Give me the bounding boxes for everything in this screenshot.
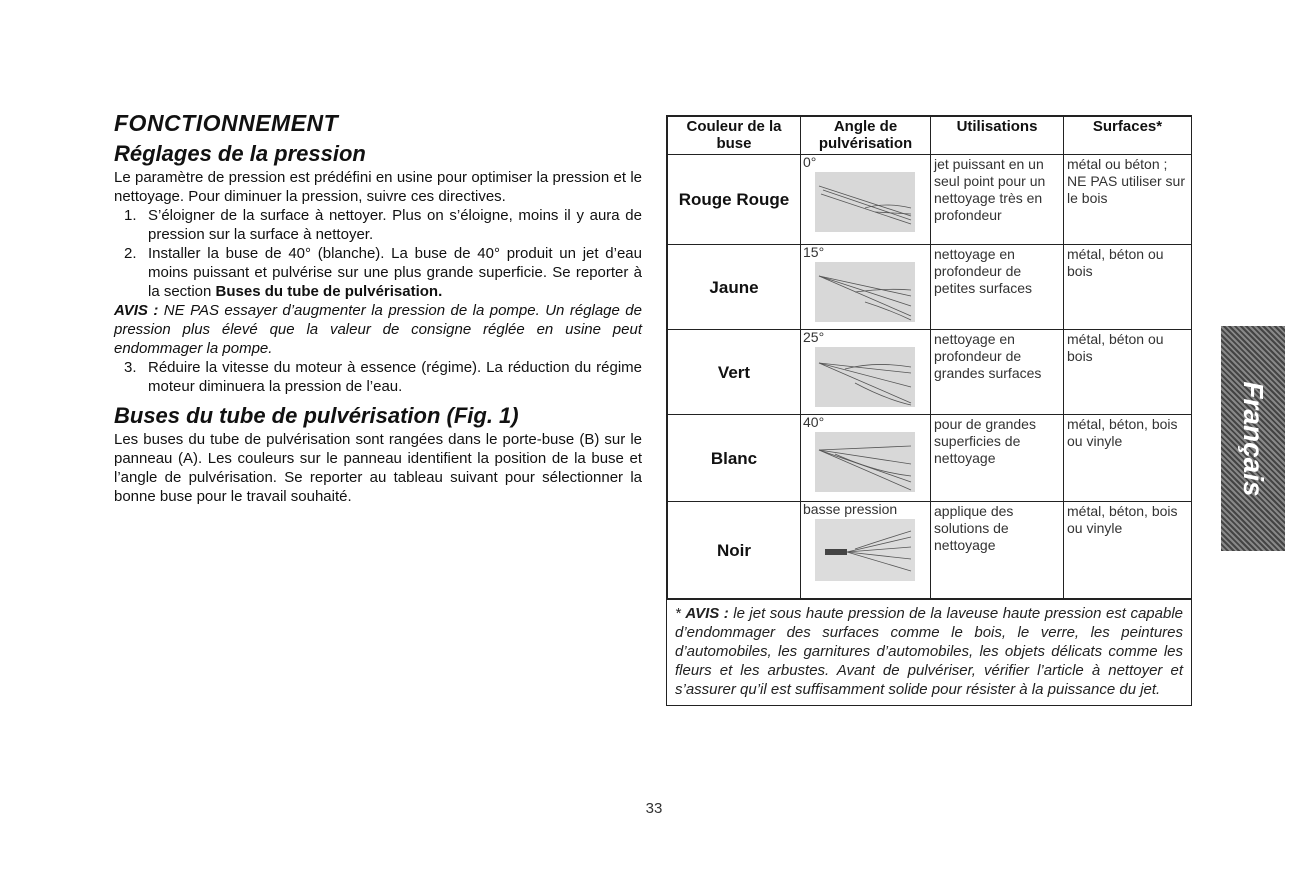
angle-cell bbox=[801, 245, 931, 330]
surfaces-cell: métal ou béton ; NE PAS utiliser sur le bois bbox=[1064, 155, 1192, 245]
left-column bbox=[114, 110, 642, 506]
surfaces-cell: métal, béton, bois ou vinyle bbox=[1064, 502, 1192, 599]
header-uses: Utilisations bbox=[931, 117, 1064, 155]
angle-cell bbox=[801, 502, 931, 599]
surfaces-cell: métal, béton, bois ou vinyle bbox=[1064, 415, 1192, 502]
step-3 bbox=[114, 358, 642, 396]
spray-pattern-icon bbox=[815, 432, 915, 492]
step-3-number: 3. bbox=[124, 359, 137, 376]
angle-label: 40° bbox=[803, 414, 825, 430]
nozzles-heading: Buses du tube de pulvérisation (Fig. 1) bbox=[114, 403, 519, 428]
pump-notice-label: AVIS : bbox=[114, 302, 159, 319]
uses-cell: nettoyage en profondeur de petites surfaces bbox=[931, 245, 1064, 330]
angle-cell bbox=[801, 155, 931, 245]
step-2-text: Installer la buse de 40° (blanche). La buse de 40° produit un jet d’eau moins puissant et pulvérise sur une plus grande superficie. Se reporter à la section bbox=[148, 245, 642, 300]
table-row bbox=[668, 415, 1192, 502]
surface-damage-notice bbox=[667, 599, 1191, 705]
spray-pattern-icon bbox=[815, 519, 915, 581]
step-1 bbox=[114, 206, 642, 244]
spray-pattern-icon bbox=[815, 347, 915, 407]
nozzle-color: Vert bbox=[668, 330, 801, 415]
notice-label: AVIS : bbox=[685, 605, 729, 622]
spray-pattern-icon bbox=[815, 172, 915, 232]
section-title: FONCTIONNEMENT bbox=[114, 110, 339, 136]
step-2 bbox=[114, 244, 642, 301]
nozzle-color: Blanc bbox=[668, 415, 801, 502]
uses-cell: jet puissant en un seul point pour un nettoyage très en profondeur bbox=[931, 155, 1064, 245]
uses-cell: applique des solutions de nettoyage bbox=[931, 502, 1064, 599]
angle-cell bbox=[801, 415, 931, 502]
notice-star: * bbox=[675, 605, 681, 622]
language-tab-label: Français bbox=[1238, 380, 1269, 497]
nozzles-body: Les buses du tube de pulvérisation sont rangées dans le porte-buse (B) sur le panneau (A). Les couleurs sur le panneau identifient la position de la buse et l’angle de pulvérisation. Se reporter au tableau suivant pour sélectionner la bonne buse pour le travail souhaité. bbox=[114, 431, 642, 505]
step-1-text: S’éloigner de la surface à nettoyer. Plus on s’éloigne, moins il y aura de pression sur la surface à nettoyer. bbox=[148, 207, 642, 243]
nozzle-section-reference: Buses du tube de pulvérisation. bbox=[215, 283, 443, 300]
uses-cell: pour de grandes superficies de nettoyage bbox=[931, 415, 1064, 502]
header-surfaces: Surfaces* bbox=[1064, 117, 1192, 155]
angle-label: 0° bbox=[803, 154, 817, 170]
table-header-row bbox=[668, 117, 1192, 155]
pump-notice bbox=[114, 301, 642, 358]
step-1-number: 1. bbox=[124, 207, 137, 224]
page-number: 33 bbox=[645, 800, 663, 817]
table-row bbox=[668, 245, 1192, 330]
language-tab bbox=[1221, 326, 1285, 551]
angle-cell bbox=[801, 330, 931, 415]
nozzle-color: Rouge Rouge bbox=[668, 155, 801, 245]
spray-pattern-icon bbox=[815, 262, 915, 322]
pressure-heading: Réglages de la pression bbox=[114, 141, 366, 166]
angle-label: 15° bbox=[803, 244, 825, 260]
notice-text: le jet sous haute pression de la laveuse haute pression est capable d’endommager des surfaces comme le bois, le verre, les peintures d’automobiles, les garnitures d’automobiles, les objets délicats comme les fleurs et les arbustes. Avant de pulvériser, vérifier l’article à nettoyer et s’assurer qu’il est suffisamment solide pour résister à la puissance du jet. bbox=[675, 605, 1183, 698]
header-color: Couleur de la buse bbox=[668, 117, 801, 155]
nozzle-color: Jaune bbox=[668, 245, 801, 330]
table-row bbox=[668, 502, 1192, 599]
nozzle-color: Noir bbox=[668, 502, 801, 599]
surfaces-cell: métal, béton ou bois bbox=[1064, 245, 1192, 330]
pressure-steps-continued bbox=[114, 358, 642, 396]
step-3-text: Réduire la vitesse du moteur à essence (régime). La réduction du régime moteur diminuera la pression de l’eau. bbox=[148, 359, 642, 395]
nozzle-table bbox=[666, 115, 1192, 706]
uses-cell: nettoyage en profondeur de grandes surfaces bbox=[931, 330, 1064, 415]
table-row bbox=[668, 330, 1192, 415]
pump-notice-text: NE PAS essayer d’augmenter la pression de la pompe. Un réglage de pression plus élevé que la valeur de consigne réglée en usine peut endommager la pompe. bbox=[114, 302, 642, 357]
surfaces-cell: métal, béton ou bois bbox=[1064, 330, 1192, 415]
table-row bbox=[668, 155, 1192, 245]
pressure-steps bbox=[114, 206, 642, 301]
header-angle: Angle de pulvérisation bbox=[801, 117, 931, 155]
angle-label: basse pression bbox=[803, 501, 898, 517]
angle-label: 25° bbox=[803, 329, 825, 345]
step-2-number: 2. bbox=[124, 245, 137, 262]
pressure-intro: Le paramètre de pression est prédéfini en usine pour optimiser la pression et le nettoyage. Pour diminuer la pression, suivre ces directives. bbox=[114, 169, 642, 205]
